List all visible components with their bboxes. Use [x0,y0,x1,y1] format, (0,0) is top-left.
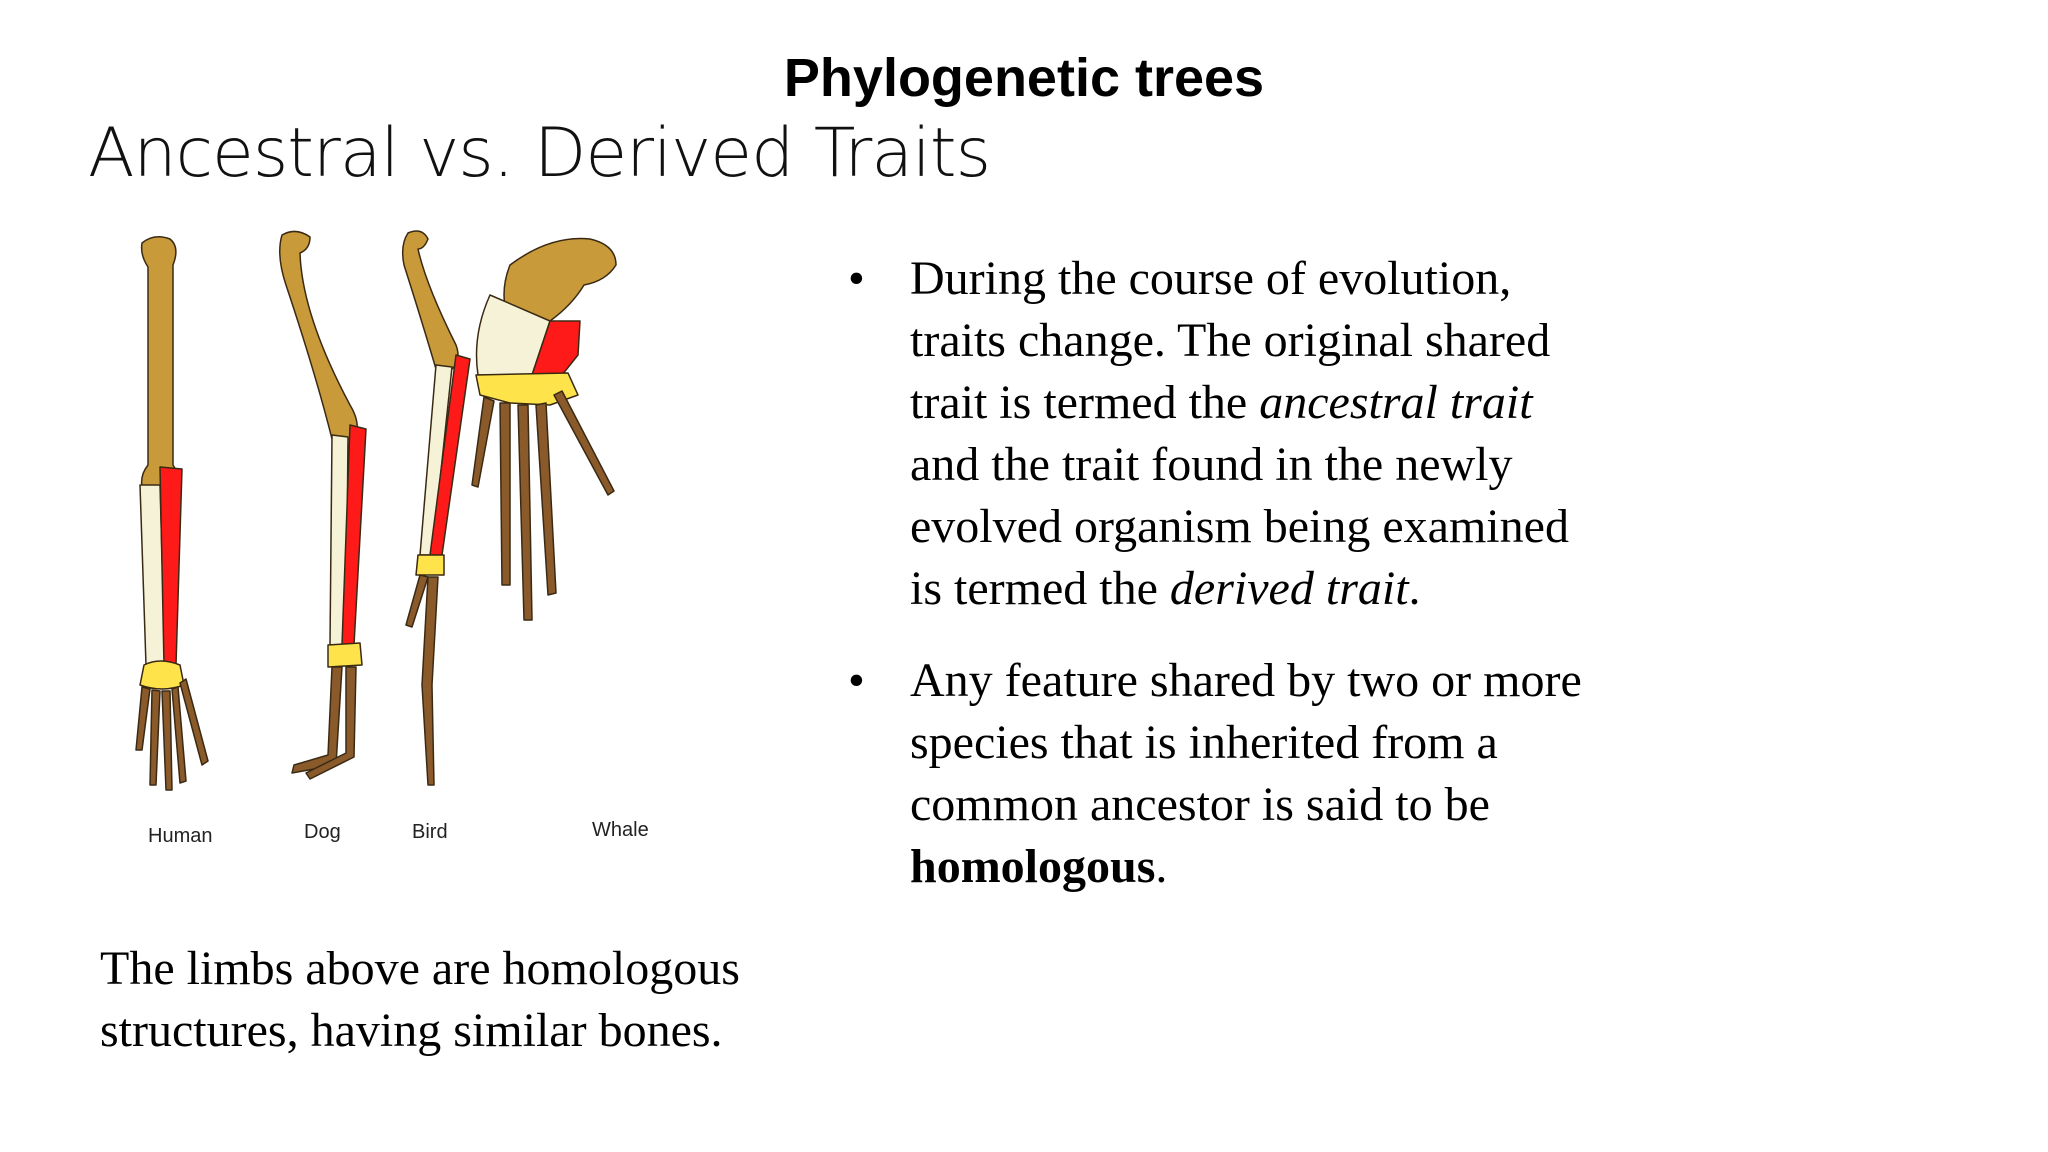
human-limb [136,237,208,790]
limb-bones-illustration [110,225,730,865]
bullet-text: . [1155,840,1168,893]
term-homologous: homologous [910,840,1156,893]
caption-line-2: structures, having similar bones. [100,1004,723,1057]
bullet-list [848,248,1608,928]
bullet-text: During the course of evolution, traits change. The original shared trait is termed the [910,252,1551,429]
figure-caption [100,938,840,1062]
homologous-limbs-figure [110,225,730,865]
limb-label-dog: Dog [304,821,341,843]
slide-title: Ancestral vs. Derived Traits [88,114,991,193]
slide-header: Phylogenetic trees [783,48,1265,108]
dog-limb [280,231,366,779]
term-derived-trait: derived trait [1169,562,1409,615]
bullet-item [848,248,1608,620]
term-ancestral-trait: ancestral trait [1259,376,1533,429]
bullet-item [848,650,1608,898]
bird-limb [403,231,470,785]
bullet-text: . [1408,562,1421,615]
limb-label-whale: Whale [592,819,649,841]
limb-label-human: Human [148,825,213,847]
bullet-text: and the trait found in the newly evolved organism being examined is termed the [910,438,1569,615]
bullet-symbol: • [848,654,865,707]
caption-line-1: The limbs above are homologous [100,942,740,995]
whale-limb [472,239,616,620]
bullet-symbol: • [848,252,865,305]
bullet-text: Any feature shared by two or more species that is inherited from a common ancestor is said to be [910,654,1582,831]
limb-label-bird: Bird [412,821,448,843]
